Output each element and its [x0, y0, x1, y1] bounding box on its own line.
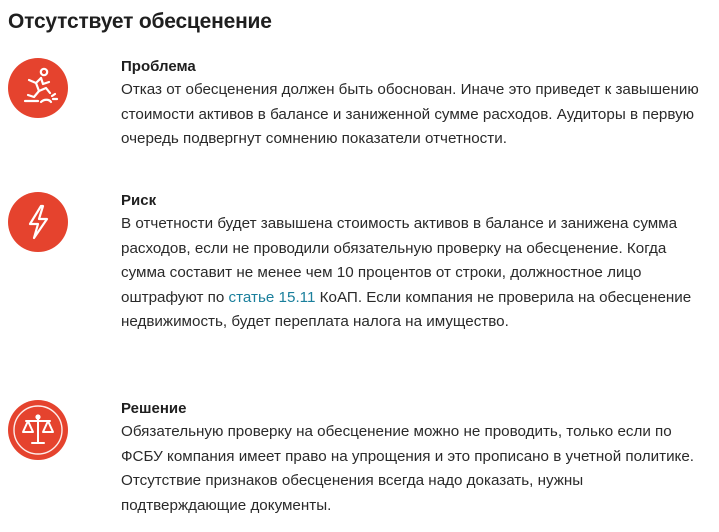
section-body: Отказ от обесценения должен быть обоснован. Иначе это приведет к завышению стоимости активов в балансе и заниженной сумме расходов. Аудиторы в первую очередь подвергнут сомнению показатели отчетности. — [121, 81, 699, 147]
section-body: Обязательную проверку на обесценение можно не проводить, только если по ФСБУ компания имеет право на упрощения и это прописано в учетной политике. Отсутствие признаков обесценения всегда надо доказать, нужны подтверждающие документы. — [121, 423, 695, 514]
law-article-link[interactable]: статье 15.11 — [228, 288, 316, 306]
section-body-end: КоАП. Если компания не проверила на обесценение недвижимость, будет переплата налога на имущество. — [121, 288, 692, 330]
lightning-icon — [8, 192, 68, 252]
section-body — [121, 212, 711, 335]
section-body-start: В отчетности будет завышена стоимость активов в балансе и занижена сумма расходов, если не проводили обязательную проверку на обесценение. Когда сумма составит не менее чем 10 процентов от строки, должностное лицо оштрафуют по — [121, 215, 678, 306]
page-title: Отсутствует обесценение — [8, 10, 272, 33]
slipping-person-icon — [8, 58, 68, 118]
section-heading: Решение — [121, 400, 187, 417]
section-heading: Проблема — [121, 58, 196, 75]
scales-icon — [8, 400, 68, 460]
section-heading: Риск — [121, 192, 157, 209]
